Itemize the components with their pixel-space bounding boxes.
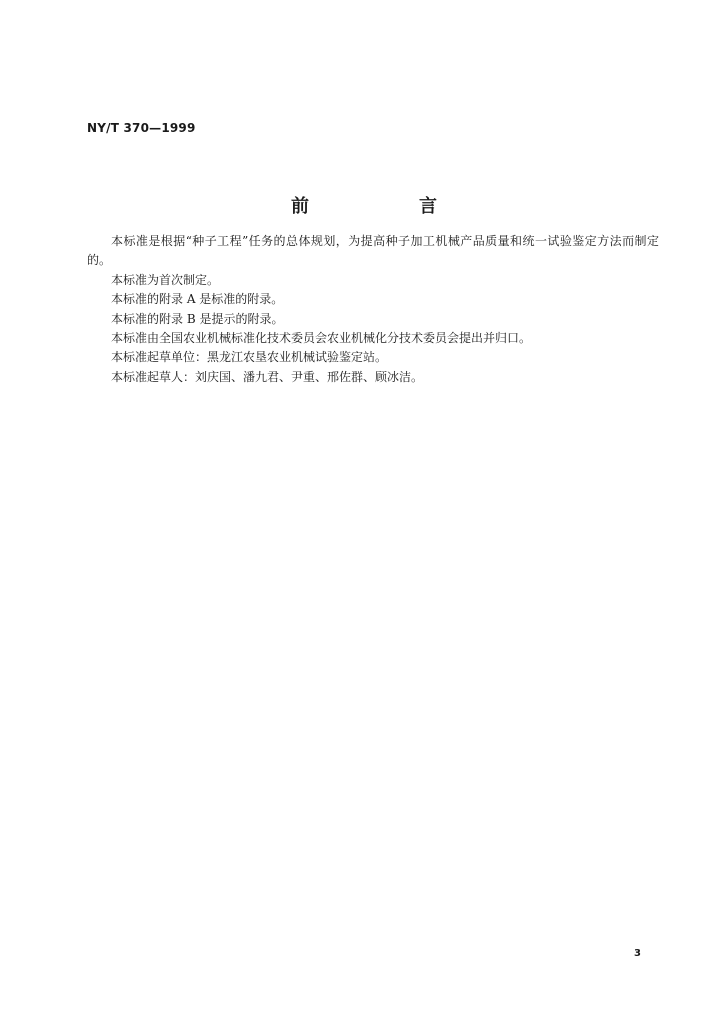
paragraph-appendix-b: 本标准的附录 B 是提示的附录。 — [111, 311, 284, 326]
page-number: 3 — [634, 948, 641, 959]
paragraph-first-edition: 本标准为首次制定。 — [111, 272, 220, 287]
foreword-body — [87, 232, 659, 387]
paragraph-purpose: 本标准是根据“种子工程”任务的总体规划，为提高种子加工机械产品质量和统一试验鉴定方法而制定的。 — [87, 234, 659, 268]
paragraph-proposer: 本标准由全国农业机械标准化技术委员会农业机械化分技术委员会提出并归口。 — [111, 331, 532, 346]
paragraph-appendix-a: 本标准的附录 A 是标准的附录。 — [111, 292, 284, 307]
foreword-title: 前 言 — [291, 196, 483, 217]
paragraph-drafters: 本标准起草人：刘庆国、潘九君、尹重、邢佐群、顾冰洁。 — [111, 369, 424, 384]
standard-code: NY/T 370—1999 — [87, 121, 196, 135]
paragraph-drafting-unit: 本标准起草单位：黑龙江农垦农业机械试验鉴定站。 — [111, 350, 388, 365]
